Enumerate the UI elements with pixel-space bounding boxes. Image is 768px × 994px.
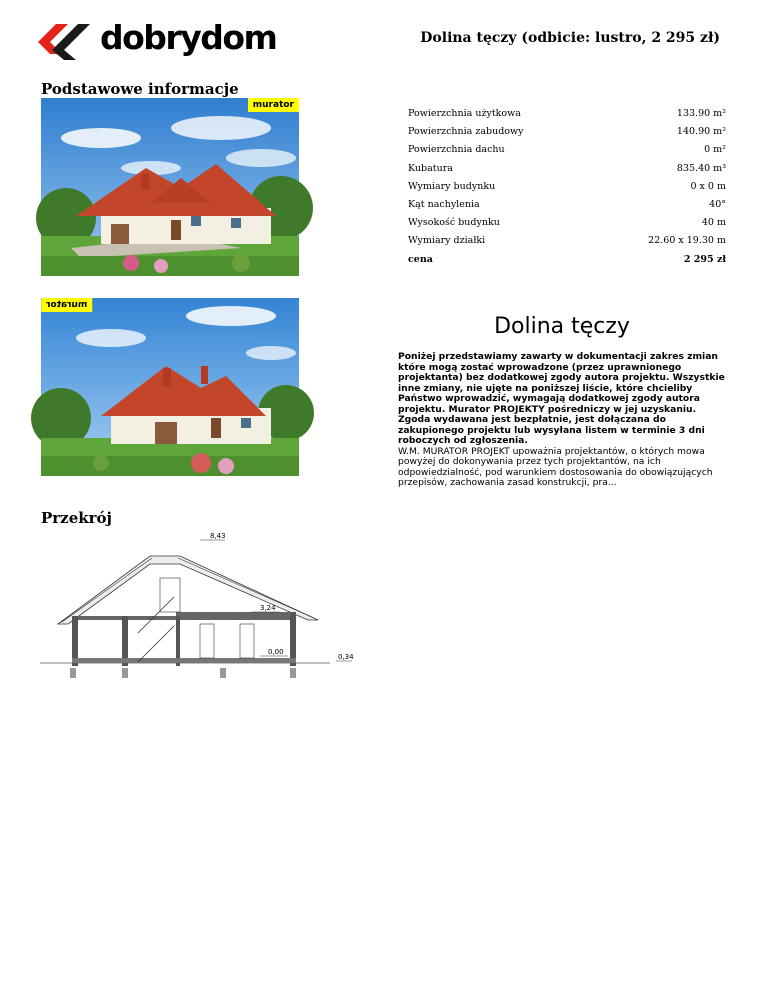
spec-row (408, 108, 726, 126)
spec-value: 22.60 x 19.30 m (648, 235, 726, 247)
cross-section-drawing (40, 528, 354, 688)
spec-label: Powierzchnia dachu (408, 144, 505, 156)
notice-text: W.M. MURATOR PROJEKT upoważnia projektantów, o których mowa powyżej do dokonywania przez tych projektantów, na ich odpowiedzialność, pod warunkiem dostosowania do obowiązujących przepisów, zachowania zasad konstrukcji, pra... (398, 445, 713, 488)
house-photo-front (41, 98, 299, 276)
notice-bold-text: Poniżej przedstawiamy zawarty w dokumentacji zakres zmian które mogą zostać wprowadzone (przez uprawnionego projektanta) bez dodatkowej zgody autora projektu. Wszystkie inne zmiany, nie ujęte na poniższej liście, które chcieliby Państwo wprowadzić, wymagają dodatkowej zgody autora projektu. Murator PROJEKTY pośredniczy w jej uzyskaniu. Zgoda wydawana jest bezpłatnie, jest dołączana do zakupionego projektu lub wysyłana listem w terminie 3 dni roboczych od zgłoszenia. (398, 351, 725, 446)
spec-value: 0 m² (704, 144, 726, 156)
spec-row (408, 217, 726, 235)
spec-row (408, 163, 726, 181)
specs-table (408, 108, 726, 272)
changes-notice (398, 352, 728, 489)
spec-label: Wymiary budynku (408, 180, 496, 192)
level-label: 0,34 (338, 653, 354, 661)
price-label: cena (408, 253, 433, 265)
price-value: 2 295 zł (683, 253, 726, 265)
house-photo-rear (41, 298, 299, 476)
spec-row (408, 235, 726, 253)
spec-label: Powierzchnia użytkowa (408, 108, 521, 119)
price-row (408, 254, 726, 272)
spec-row (408, 181, 726, 199)
basic-info-heading: Podstawowe informacje (41, 80, 239, 98)
spec-label: Wymiary działki (408, 235, 486, 247)
spec-row (408, 126, 726, 144)
spec-value: 40° (709, 198, 726, 210)
spec-value: 140.90 m² (676, 126, 726, 138)
level-label: 8,43 (210, 532, 226, 540)
spec-label: Wysokość budynku (408, 217, 500, 229)
spec-label: Powierzchnia zabudowy (408, 126, 524, 138)
brand-name: dobrydom (100, 18, 277, 57)
spec-label: Kąt nachylenia (408, 198, 480, 210)
spec-value: 40 m (701, 217, 726, 229)
spec-row (408, 199, 726, 217)
document-title: Dolina tęczy (odbicie: lustro, 2 295 zł) (420, 30, 720, 46)
level-label: 3,24 (260, 604, 276, 612)
project-title: Dolina tęczy (494, 314, 630, 339)
level-label: 0,00 (268, 648, 284, 656)
spec-value: 0 x 0 m (690, 180, 726, 192)
spec-value: 835.40 m³ (676, 162, 726, 174)
murator-badge-mirrored: murator (41, 298, 92, 312)
spec-row (408, 144, 726, 162)
spec-value: 133.90 m² (676, 108, 726, 119)
brand-logo[interactable] (38, 18, 277, 62)
logo-mark-icon (38, 22, 98, 62)
cross-section-heading: Przekrój (41, 509, 112, 527)
murator-badge: murator (248, 98, 299, 112)
spec-label: Kubatura (408, 162, 453, 174)
